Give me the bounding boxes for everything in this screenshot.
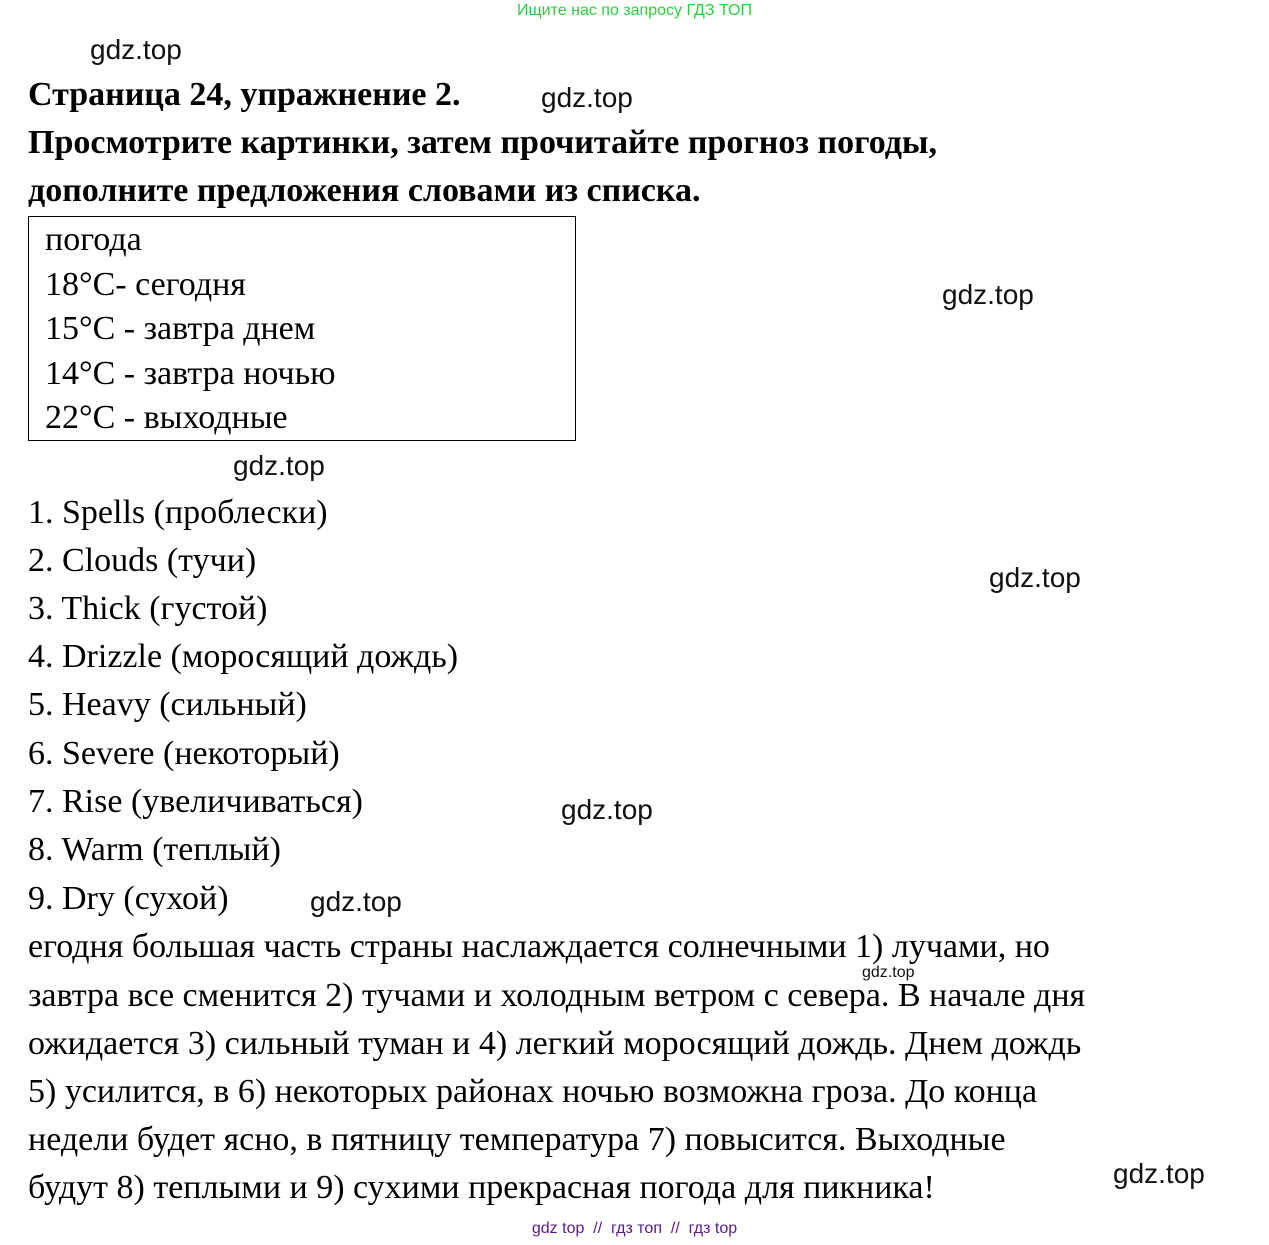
watermark: gdz.top <box>862 964 915 981</box>
list-item: 1. Spells (проблески) <box>28 494 328 531</box>
list-item: 6. Severe (некоторый) <box>28 735 340 772</box>
watermark: gdz.top <box>942 279 1034 310</box>
box-line: 18°C- сегодня <box>45 266 246 303</box>
watermark: gdz.top <box>989 562 1081 593</box>
paragraph-line: 5) усилится, в 6) некоторых районах ночью возможна гроза. До конца <box>28 1073 1038 1110</box>
list-item: 3. Thick (густой) <box>28 590 268 627</box>
instruction-line: Просмотрите картинки, затем прочитайте прогноз погоды, <box>28 124 937 161</box>
box-line: 15°C - завтра днем <box>45 310 316 347</box>
paragraph-line: будут 8) теплыми и 9) сухими прекрасная погода для пикника! <box>28 1169 935 1206</box>
watermark: gdz.top <box>310 886 402 917</box>
paragraph-line: завтра все сменится 2) тучами и холодным ветром с севера. В начале дня <box>28 977 1086 1014</box>
paragraph-line: недели будет ясно, в пятницу температура 7) повысится. Выходные <box>28 1121 1006 1158</box>
list-item: 4. Drizzle (моросящий дождь) <box>28 638 459 675</box>
box-line: 22°C - выходные <box>45 399 288 436</box>
list-item: 9. Dry (сухой) <box>28 880 229 917</box>
box-line: погода <box>45 221 142 258</box>
paragraph-line: ожидается 3) сильный туман и 4) легкий моросящий дождь. Днем дождь <box>28 1025 1082 1062</box>
watermark: gdz.top <box>541 82 633 113</box>
watermark: gdz.top <box>233 450 325 481</box>
watermark: gdz.top <box>561 794 653 825</box>
paragraph-line: егодня большая часть страны наслаждается солнечными 1) лучами, но <box>28 928 1050 965</box>
footer-links[interactable]: gdz top // гдз топ // гдз top <box>531 1220 738 1237</box>
list-item: 2. Clouds (тучи) <box>28 542 257 579</box>
list-item: 7. Rise (увеличиваться) <box>28 783 363 820</box>
word-box <box>28 216 576 441</box>
page-title: Страница 24, упражнение 2. <box>28 76 461 113</box>
list-item: 5. Heavy (сильный) <box>28 686 307 723</box>
box-line: 14°C - завтра ночью <box>45 355 336 392</box>
instruction-line: дополните предложения словами из списка. <box>28 172 701 209</box>
watermark: gdz.top <box>90 34 182 65</box>
list-item: 8. Warm (теплый) <box>28 831 281 868</box>
watermark: gdz.top <box>1113 1158 1205 1189</box>
search-banner[interactable]: Ищите нас по запросу ГДЗ ТОП <box>517 2 752 19</box>
